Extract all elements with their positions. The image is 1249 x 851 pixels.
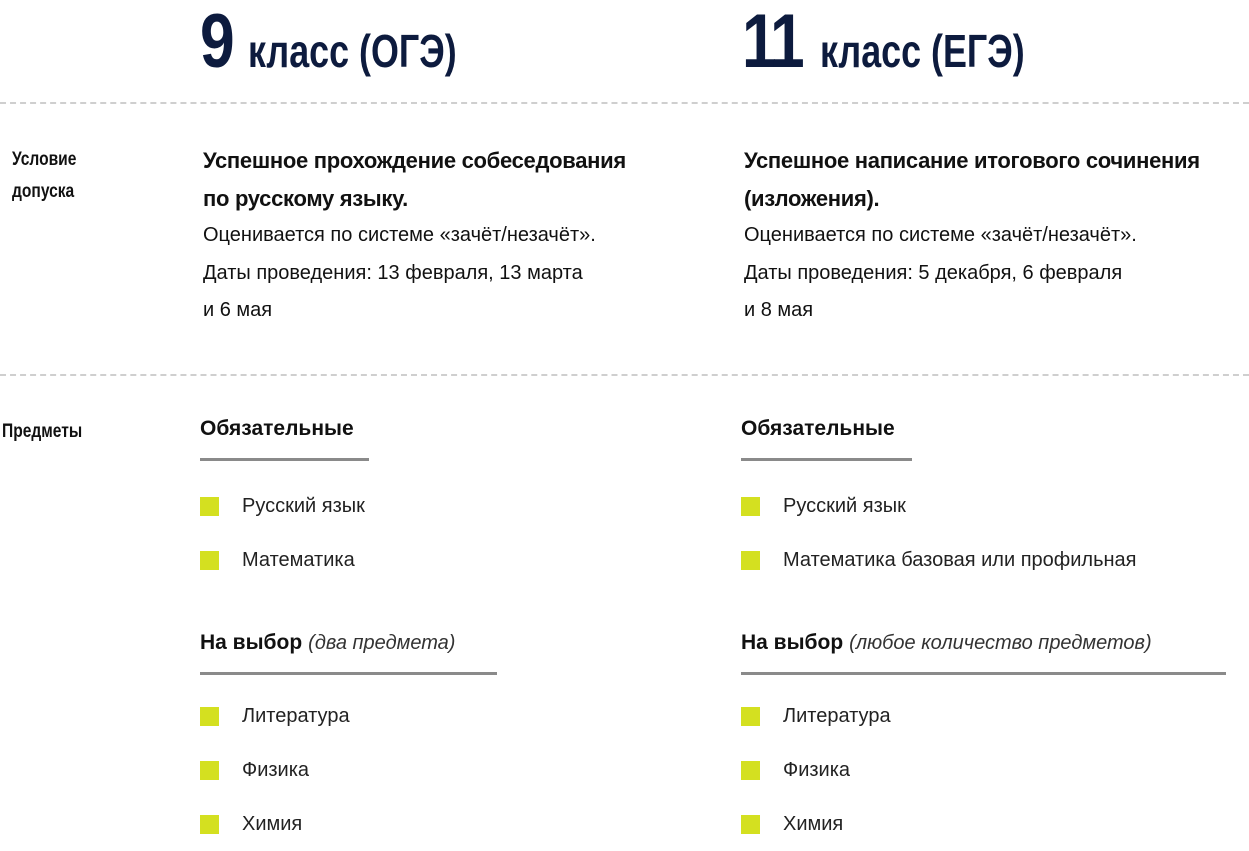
subject-name: Математика базовая или профильная (783, 548, 1137, 571)
grade-9-admission-line1: Успешное прохождение собеседования (203, 148, 626, 173)
subject-name: Литература (242, 704, 350, 727)
admission-label-line2: допуска (12, 181, 75, 202)
admission-label-line1: Условие (12, 149, 77, 170)
square-bullet-icon (200, 815, 219, 834)
square-bullet-icon (741, 551, 760, 570)
grade-9-required-heading: Обязательные (200, 417, 354, 440)
grade-11-optional-list (741, 689, 891, 851)
grade-9-admission-line3: Оценивается по системе «зачёт/незачёт». (203, 224, 596, 246)
grade-11-required-list (741, 479, 1137, 587)
grade-11-admission-line3: Оценивается по системе «зачёт/незачёт». (744, 224, 1137, 246)
subject-name: Физика (242, 758, 310, 781)
grade-9-admission-line2: по русскому языку. (203, 185, 408, 211)
grade-9-optional-note: (два предмета) (308, 632, 456, 654)
grade-9-label: класс (ОГЭ) (248, 25, 457, 77)
grade-11-optional-title (741, 628, 1226, 675)
subject-name: Русский язык (242, 494, 365, 517)
grade-9-optional-heading: На выбор (200, 631, 303, 654)
list-item (741, 797, 891, 851)
grade-11-admission-line4: Даты проведения: 5 декабря, 6 февраля (744, 261, 1123, 284)
subject-name: Литература (783, 704, 891, 727)
square-bullet-icon (741, 707, 760, 726)
list-item (741, 689, 891, 743)
grade-11-admission-line1: Успешное написание итогового сочинения (744, 148, 1200, 173)
list-item (741, 743, 891, 797)
admission-row-label (12, 144, 110, 208)
grade-9-admission-line5: и 6 мая (203, 299, 273, 321)
subject-name: Физика (783, 758, 851, 781)
square-bullet-icon (200, 497, 219, 516)
grade-11-optional-heading: На выбор (741, 631, 844, 654)
grade-11-header (742, 0, 1083, 84)
list-item (741, 533, 1137, 587)
subject-name: Химия (242, 812, 303, 835)
grade-9-admission (203, 142, 626, 330)
grade-11-optional-note: (любое количество предметов) (849, 632, 1152, 654)
grade-11-number: 11 (742, 0, 802, 84)
square-bullet-icon (741, 761, 760, 780)
grade-9-header (200, 0, 516, 84)
square-bullet-icon (200, 707, 219, 726)
list-item (200, 533, 365, 587)
list-item (200, 797, 350, 851)
grade-11-admission-line5: и 8 мая (744, 299, 814, 321)
square-bullet-icon (741, 497, 760, 516)
list-item (741, 479, 1137, 533)
square-bullet-icon (741, 815, 760, 834)
divider-middle (0, 374, 1249, 376)
grade-11-admission-line2: (изложения). (744, 185, 880, 211)
grade-9-optional-list (200, 689, 350, 851)
grade-11-required-heading: Обязательные (741, 417, 895, 440)
grade-11-required-title (741, 414, 912, 461)
subject-name: Математика (242, 548, 355, 571)
subjects-row-label: Предметы (2, 421, 83, 442)
grade-9-number: 9 (200, 0, 232, 84)
square-bullet-icon (200, 761, 219, 780)
subject-name: Химия (783, 812, 844, 835)
square-bullet-icon (200, 551, 219, 570)
grade-9-admission-line4: Даты проведения: 13 февраля, 13 марта (203, 261, 583, 284)
list-item (200, 743, 350, 797)
subject-name: Русский язык (783, 494, 906, 517)
grade-9-required-title (200, 414, 369, 461)
divider-top (0, 102, 1249, 104)
grade-9-required-list (200, 479, 365, 587)
list-item (200, 479, 365, 533)
list-item (200, 689, 350, 743)
grade-9-optional-title (200, 628, 497, 675)
grade-11-label: класс (ЕГЭ) (820, 25, 1026, 77)
grade-11-admission (744, 142, 1200, 330)
